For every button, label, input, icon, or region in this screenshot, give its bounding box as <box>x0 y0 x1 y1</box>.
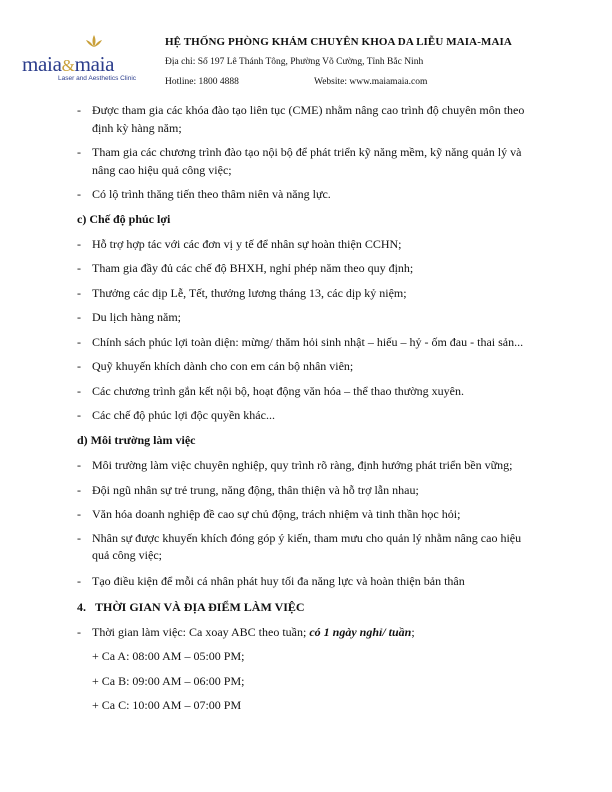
environment-heading: d) Môi trường làm việc <box>77 433 196 447</box>
bullet-dash: - <box>77 261 81 275</box>
list-item: Được tham gia các khóa đào tạo liên tục (CME) nhằm nâng cao trình độ chuyên môn theo <box>92 103 525 117</box>
list-item: Môi trường làm việc chuyên nghiệp, quy trình rõ ràng, định hướng phát triển bền vững; <box>92 458 513 472</box>
bullet-dash: - <box>77 145 81 159</box>
list-item: Tạo điều kiện để mỗi cá nhân phát huy tối đa năng lực và hoàn thiện bản thân <box>92 574 465 588</box>
list-item-cont: nâng cao hiệu quả công việc; <box>92 163 232 177</box>
bullet-dash: - <box>77 103 81 117</box>
bullet-dash: - <box>77 237 81 251</box>
list-item: Văn hóa doanh nghiệp đề cao sự chủ động, trách nhiệm và tinh thần học hỏi; <box>92 507 461 521</box>
list-item: Quỹ khuyến khích dành cho con em cán bộ nhân viên; <box>92 359 354 373</box>
bullet-dash: - <box>77 507 81 521</box>
work-time-line <box>92 625 415 639</box>
bullet-dash: - <box>77 310 81 324</box>
list-item: Chính sách phúc lợi toàn diện: mừng/ thăm hỏi sinh nhật – hiếu – hỷ - ốm đau - thai sản... <box>92 335 524 349</box>
list-item: Thưởng các dịp Lễ, Tết, thưởng lương tháng 13, các dịp kỷ niệm; <box>92 286 407 300</box>
clinic-logo <box>22 34 162 84</box>
bullet-dash: - <box>77 359 81 373</box>
bullet-dash: - <box>77 458 81 472</box>
bullet-dash: - <box>77 187 81 201</box>
bullet-dash: - <box>77 335 81 349</box>
bullet-dash: - <box>77 286 81 300</box>
bullet-dash: - <box>77 384 81 398</box>
list-item-cont: định kỳ hàng năm; <box>92 121 182 135</box>
section-number: 4. <box>77 600 86 614</box>
list-item-cont: quả công việc; <box>92 548 162 562</box>
bullet-dash: - <box>77 483 81 497</box>
list-item: Đội ngũ nhân sự trẻ trung, năng động, thân thiện và hỗ trợ lẫn nhau; <box>92 483 419 497</box>
work-time-day-off: có 1 ngày nghỉ/ tuần <box>309 625 412 639</box>
list-item: Tham gia các chương trình đào tạo nội bộ để phát triển kỹ năng mềm, kỹ năng quản lý và <box>92 145 522 159</box>
list-item: Các chế độ phúc lợi độc quyền khác... <box>92 408 275 422</box>
section-title: THỜI GIAN VÀ ĐỊA ĐIỂM LÀM VIỆC <box>95 600 305 614</box>
shift-item: + Ca A: 08:00 AM – 05:00 PM; <box>92 649 245 663</box>
benefits-heading: c) Chế độ phúc lợi <box>77 212 171 226</box>
clinic-title: HỆ THỐNG PHÒNG KHÁM CHUYÊN KHOA DA LIỄU MAIA-MAIA <box>165 36 512 48</box>
bullet-dash: - <box>77 625 81 639</box>
clinic-hotline: Hotline: 1800 4888 <box>165 77 239 87</box>
clinic-website: Website: www.maiamaia.com <box>314 77 428 87</box>
shift-item: + Ca B: 09:00 AM – 06:00 PM; <box>92 674 245 688</box>
bullet-dash: - <box>77 531 81 545</box>
list-item: Du lịch hàng năm; <box>92 310 181 324</box>
list-item: Các chương trình gắn kết nội bộ, hoạt động văn hóa – thể thao thường xuyên. <box>92 384 464 398</box>
list-item: Hỗ trợ hợp tác với các đơn vị y tế để nhân sự hoàn thiện CCHN; <box>92 237 402 251</box>
work-time-prefix: Thời gian làm việc: Ca xoay ABC theo tuần; <box>92 625 310 639</box>
page-header <box>0 0 612 100</box>
clinic-address: Địa chỉ: Số 197 Lê Thánh Tông, Phường Võ Cường, Tỉnh Bắc Ninh <box>165 57 424 67</box>
lotus-icon <box>84 34 104 50</box>
bullet-dash: - <box>77 408 81 422</box>
list-item: Tham gia đầy đủ các chế độ BHXH, nghỉ phép năm theo quy định; <box>92 261 414 275</box>
list-item: Có lộ trình thăng tiến theo thâm niên và năng lực. <box>92 187 331 201</box>
logo-wordmark: maia&maia <box>22 52 115 76</box>
work-time-suffix: ; <box>411 625 415 639</box>
logo-subtitle: Laser and Aesthetics Clinic <box>58 75 137 82</box>
shift-item: + Ca C: 10:00 AM – 07:00 PM <box>92 698 242 712</box>
bullet-dash: - <box>77 574 81 588</box>
list-item: Nhân sự được khuyến khích đóng góp ý kiến, tham mưu cho quản lý nhằm nâng cao hiệu <box>92 531 522 545</box>
